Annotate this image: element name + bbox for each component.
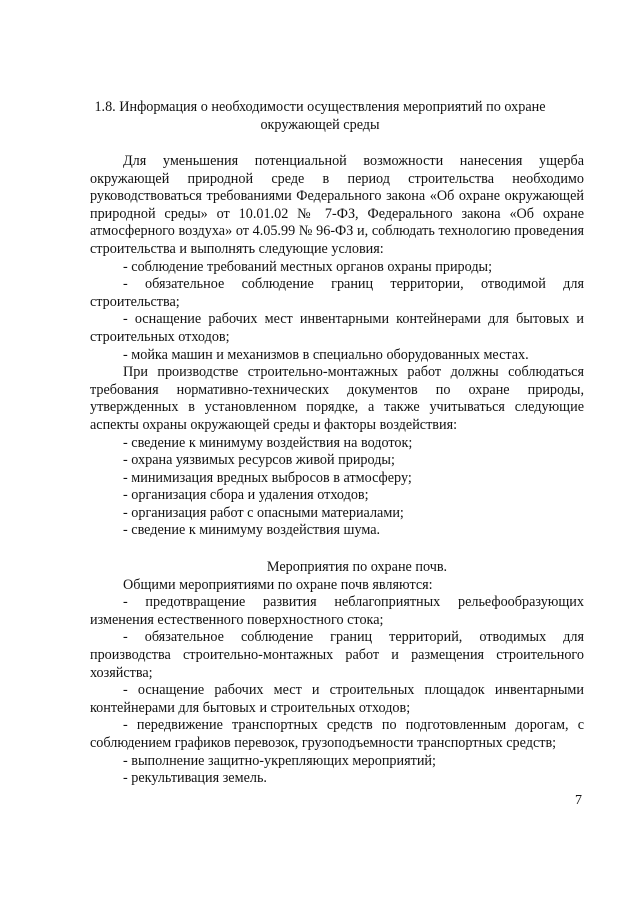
condition-item: - мойка машин и механизмов в специально оборудованных местах. [123,346,529,363]
condition-item: - оснащение рабочих мест инвентарными контейнерами для бытовых и строительных отходов; [90,311,584,345]
soil-measure-item: - рекультивация земель. [123,770,267,787]
aspect-item: - минимизация вредных выбросов в атмосферу; [123,469,412,486]
subsection-title: Мероприятия по охране почв. [266,559,448,576]
aspects-paragraph: При производстве строительно-монтажных работ должны соблюдаться требования нормативно-технических документов по охране природы, утвержденных в установленном порядке, а также учитываться следующие аспекты охраны окружающей среды и факторы воздействия: [90,364,584,433]
aspect-item: - организация сбора и удаления отходов; [123,487,369,504]
condition-item: - соблюдение требований местных органов охраны природы; [123,258,493,275]
aspect-item: - сведение к минимуму воздействия шума. [123,522,381,539]
heading-line-1: 1.8. Информация о необходимости осуществления мероприятий по охране [94,99,546,115]
condition-item: - обязательное соблюдение границ территории, отводимой для строительства; [90,276,584,310]
heading-line-2: окружающей среды [260,117,380,133]
intro-paragraph: Для уменьшения потенциальной возможности нанесения ущерба окружающей природной среде в период строительства необходимо руководствоваться требованиями Федерального закона «Об охране окружающей природной среды» от 10.01.02 № 7-ФЗ, Федерального закона «Об охране атмосферного воздуха» от 4.05.99 № 96-ФЗ и, соблюдать технологию проведения строительства и выполнять следующие условия: [90,153,584,257]
aspect-item: - организация работ с опасными материалами; [123,504,404,521]
soil-measure-item: - передвижение транспортных средств по подготовленным дорогам, с соблюдением графиков перевозок, грузоподъемности транспортных средств; [90,717,584,751]
document-body [90,153,584,788]
soil-measure-item: - предотвращение развития неблагоприятных рельефообразующих изменения естественного поверхностного стока; [90,594,584,628]
soil-measure-item: - выполнение защитно-укрепляющих мероприятий; [123,752,436,769]
aspect-item: - сведение к минимуму воздействия на водоток; [123,434,413,451]
aspect-item: - охрана уязвимых ресурсов живой природы; [123,452,395,469]
page-number: 7 [575,793,582,808]
soil-measure-item: - обязательное соблюдение границ территорий, отводимых для производства строительно-монтажных работ и размещения строительного хозяйства; [90,629,584,681]
soil-measure-item: - оснащение рабочих мест и строительных площадок инвентарными контейнерами для бытовых и строительных отходов; [90,682,584,716]
section-heading [80,98,560,134]
subsection-intro: Общими мероприятиями по охране почв являются: [123,576,433,593]
